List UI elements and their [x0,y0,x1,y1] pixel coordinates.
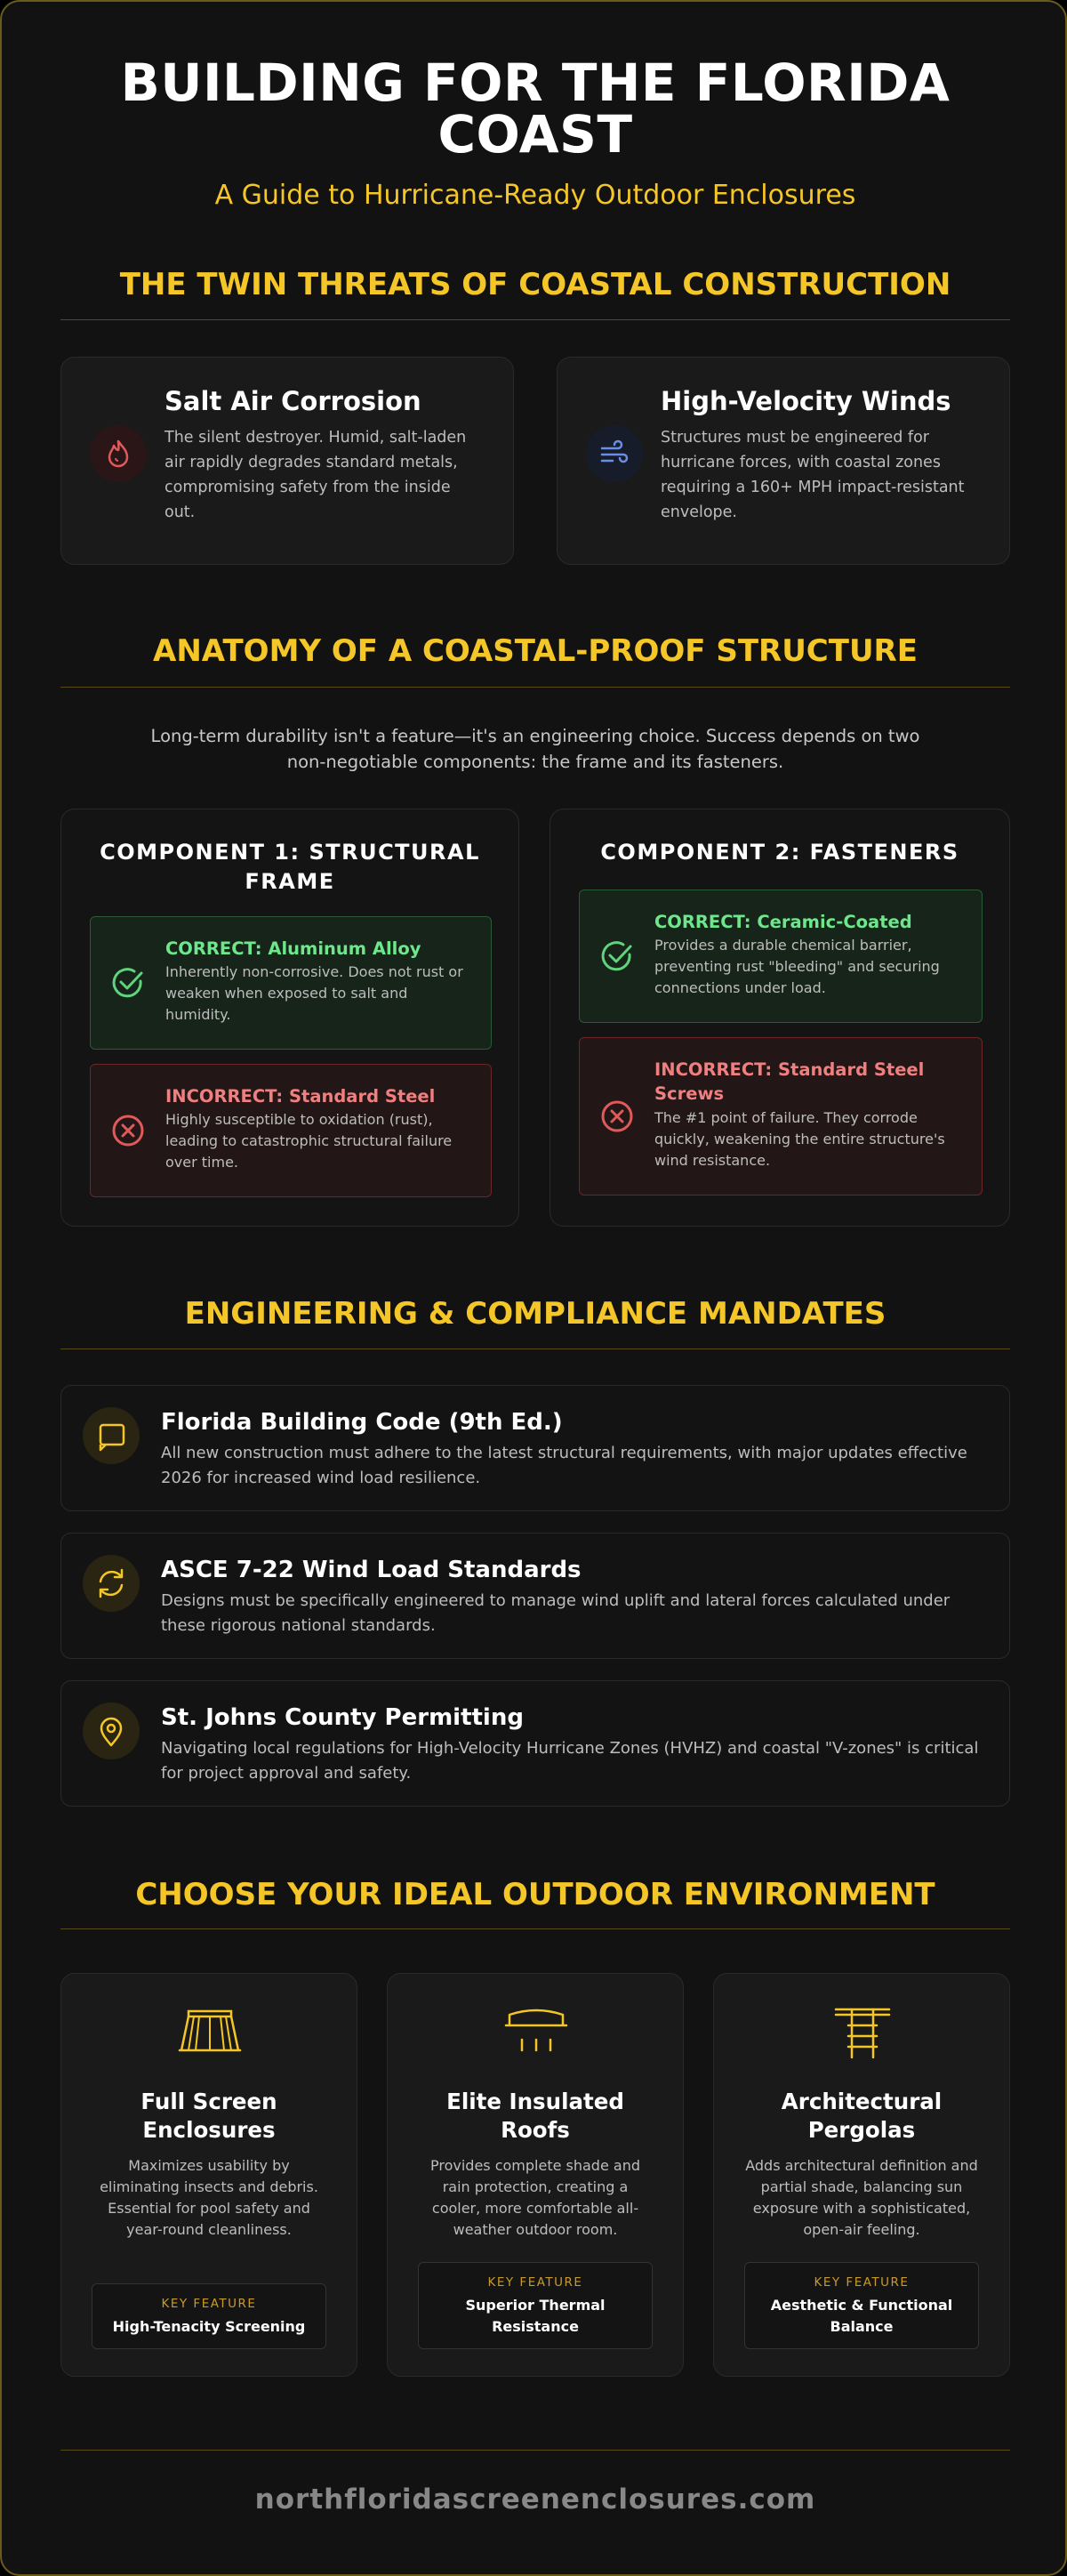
footer-url: northfloridascreenenclosures.com [254,2483,816,2516]
environment-card-roof [387,1973,684,2377]
flame-icon [90,425,147,482]
pergola-icon [827,2006,898,2059]
component-title [79,838,501,897]
mandate-item [60,1385,1010,1511]
option-title-line2: Screws [654,1083,725,1104]
mandate-title: ASCE 7-22 Wind Load Standards [161,1557,582,1583]
section-divider [60,319,1010,320]
key-feature-label: KEY FEATURE [487,2275,583,2290]
map-pin-icon [83,1703,140,1759]
environment-title-line1: Elite Insulated [446,2089,624,2114]
option-body: Inherently non-corrosive. Does not rust or weaken when exposed to salt and humidity. [165,963,463,1023]
threat-body: Structures must be engineered for hurricane forces, with coastal zones requiring a 160+ MPH impact-resistant envelope. [661,429,965,521]
mandates-heading: ENGINEERING & COMPLIANCE MANDATES [184,1296,886,1332]
refresh-icon [83,1555,140,1612]
component-frame-card [60,809,519,1227]
threat-card-wind [557,357,1010,565]
environment-body: Adds architectural definition and partial shade, balancing sun exposure with a sophisticated, open-air feeling. [745,2157,978,2238]
key-feature-box [744,2262,979,2349]
key-feature-label: KEY FEATURE [814,2275,910,2290]
key-feature-label: KEY FEATURE [161,2297,257,2311]
page-title-line2: COAST [437,104,633,165]
x-circle-icon [599,1099,635,1134]
page-title [2,52,1067,165]
environments-heading: CHOOSE YOUR IDEAL OUTDOOR ENVIRONMENT [135,1877,935,1912]
option-body: The #1 point of failure. They corrode quickly, weakening the entire structure's wind resistance. [654,1109,945,1169]
key-feature-value-line1: Aesthetic & Functional [770,2297,953,2314]
anatomy-intro [108,723,962,775]
anatomy-intro-line2: non-negotiable components: the frame and its fasteners. [286,752,784,772]
page-title-line1: BUILDING FOR THE FLORIDA [120,52,951,113]
environment-title [79,2088,339,2145]
mandate-body: All new construction must adhere to the latest structural requirements, with major updates effective 2026 for increased wind load resilience. [161,1444,967,1487]
check-circle-icon [110,965,146,1001]
key-feature-value [745,2295,978,2338]
component-title: COMPONENT 2: FASTENERS [600,840,959,865]
environment-title-line1: Full Screen [140,2089,277,2114]
environment-card-pergola [713,1973,1010,2377]
footer-divider [60,2450,1010,2451]
option-title: CORRECT: Aluminum Alloy [165,938,421,959]
mandate-item [60,1680,1010,1807]
key-feature-box [92,2283,326,2349]
enclosure-icon [174,2006,245,2059]
option-title: INCORRECT: Standard Steel [165,1086,436,1107]
key-feature-value-line1: Superior Thermal [465,2297,606,2314]
threats-heading: THE TWIN THREATS OF COASTAL CONSTRUCTION [119,267,951,302]
mandate-title: Florida Building Code (9th Ed.) [161,1409,563,1436]
wind-icon [586,425,643,482]
environment-body: Provides complete shade and rain protection, creating a cooler, more comfortable all-weather outdoor room. [429,2157,640,2238]
book-icon [83,1407,140,1464]
option-title-line1: INCORRECT: Standard Steel [654,1059,925,1080]
mandate-body: Navigating local regulations for High-Velocity Hurricane Zones (HVHZ) and coastal "V-zones" is critical for project approval and safety. [161,1739,979,1783]
incorrect-option [90,1064,492,1197]
key-feature-value-line2: Resistance [492,2318,579,2335]
option-title [654,1058,964,1106]
environment-title-line2: Roofs [501,2117,570,2143]
section-divider [60,1928,1010,1929]
component-fasteners-card [550,809,1010,1227]
environment-title-line2: Pergolas [807,2117,916,2143]
anatomy-intro-line1: Long-term durability isn't a feature—it's an engineering choice. Success depends on two [150,726,920,746]
correct-option [90,916,492,1050]
mandate-item [60,1533,1010,1659]
key-feature-box [418,2262,653,2349]
section-divider [60,1348,1010,1349]
component-title-line1: COMPONENT 1: STRUCTURAL [100,840,480,865]
section-divider [60,687,1010,688]
correct-option [579,890,983,1023]
anatomy-heading: ANATOMY OF A COASTAL-PROOF STRUCTURE [153,633,918,669]
x-circle-icon [110,1113,146,1148]
key-feature-value: High-Tenacity Screening [112,2318,306,2335]
key-feature-value [419,2295,652,2338]
environment-title-line1: Architectural [781,2089,943,2114]
environment-title [405,2088,665,2145]
mandate-body: Designs must be specifically engineered to manage wind uplift and lateral forces calculated under these rigorous national standards. [161,1591,951,1635]
threat-card-salt [60,357,514,565]
roof-icon [501,2006,572,2059]
option-body: Provides a durable chemical barrier, preventing rust "bleeding" and securing connections under load. [654,937,940,996]
component-title-line2: FRAME [245,869,335,894]
environment-card-screen [60,1973,357,2377]
environment-title-line2: Enclosures [142,2117,276,2143]
threat-title: Salt Air Corrosion [164,386,421,416]
option-body: Highly susceptible to oxidation (rust), leading to catastrophic structural failure over time. [165,1111,453,1171]
key-feature-value-line2: Balance [830,2318,894,2335]
threat-body: The silent destroyer. Humid, salt-laden air rapidly degrades standard metals, compromising safety from the inside out. [164,429,467,521]
mandate-title: St. Johns County Permitting [161,1704,524,1731]
environment-title [732,2088,991,2145]
check-circle-icon [599,938,635,974]
page-subtitle: A Guide to Hurricane-Ready Outdoor Enclosures [214,180,856,211]
threat-title: High-Velocity Winds [661,386,951,416]
option-title: CORRECT: Ceramic-Coated [654,912,912,932]
environment-body: Maximizes usability by eliminating insects and debris. Essential for pool safety and year-round cleanliness. [100,2157,318,2238]
incorrect-option [579,1037,983,1195]
